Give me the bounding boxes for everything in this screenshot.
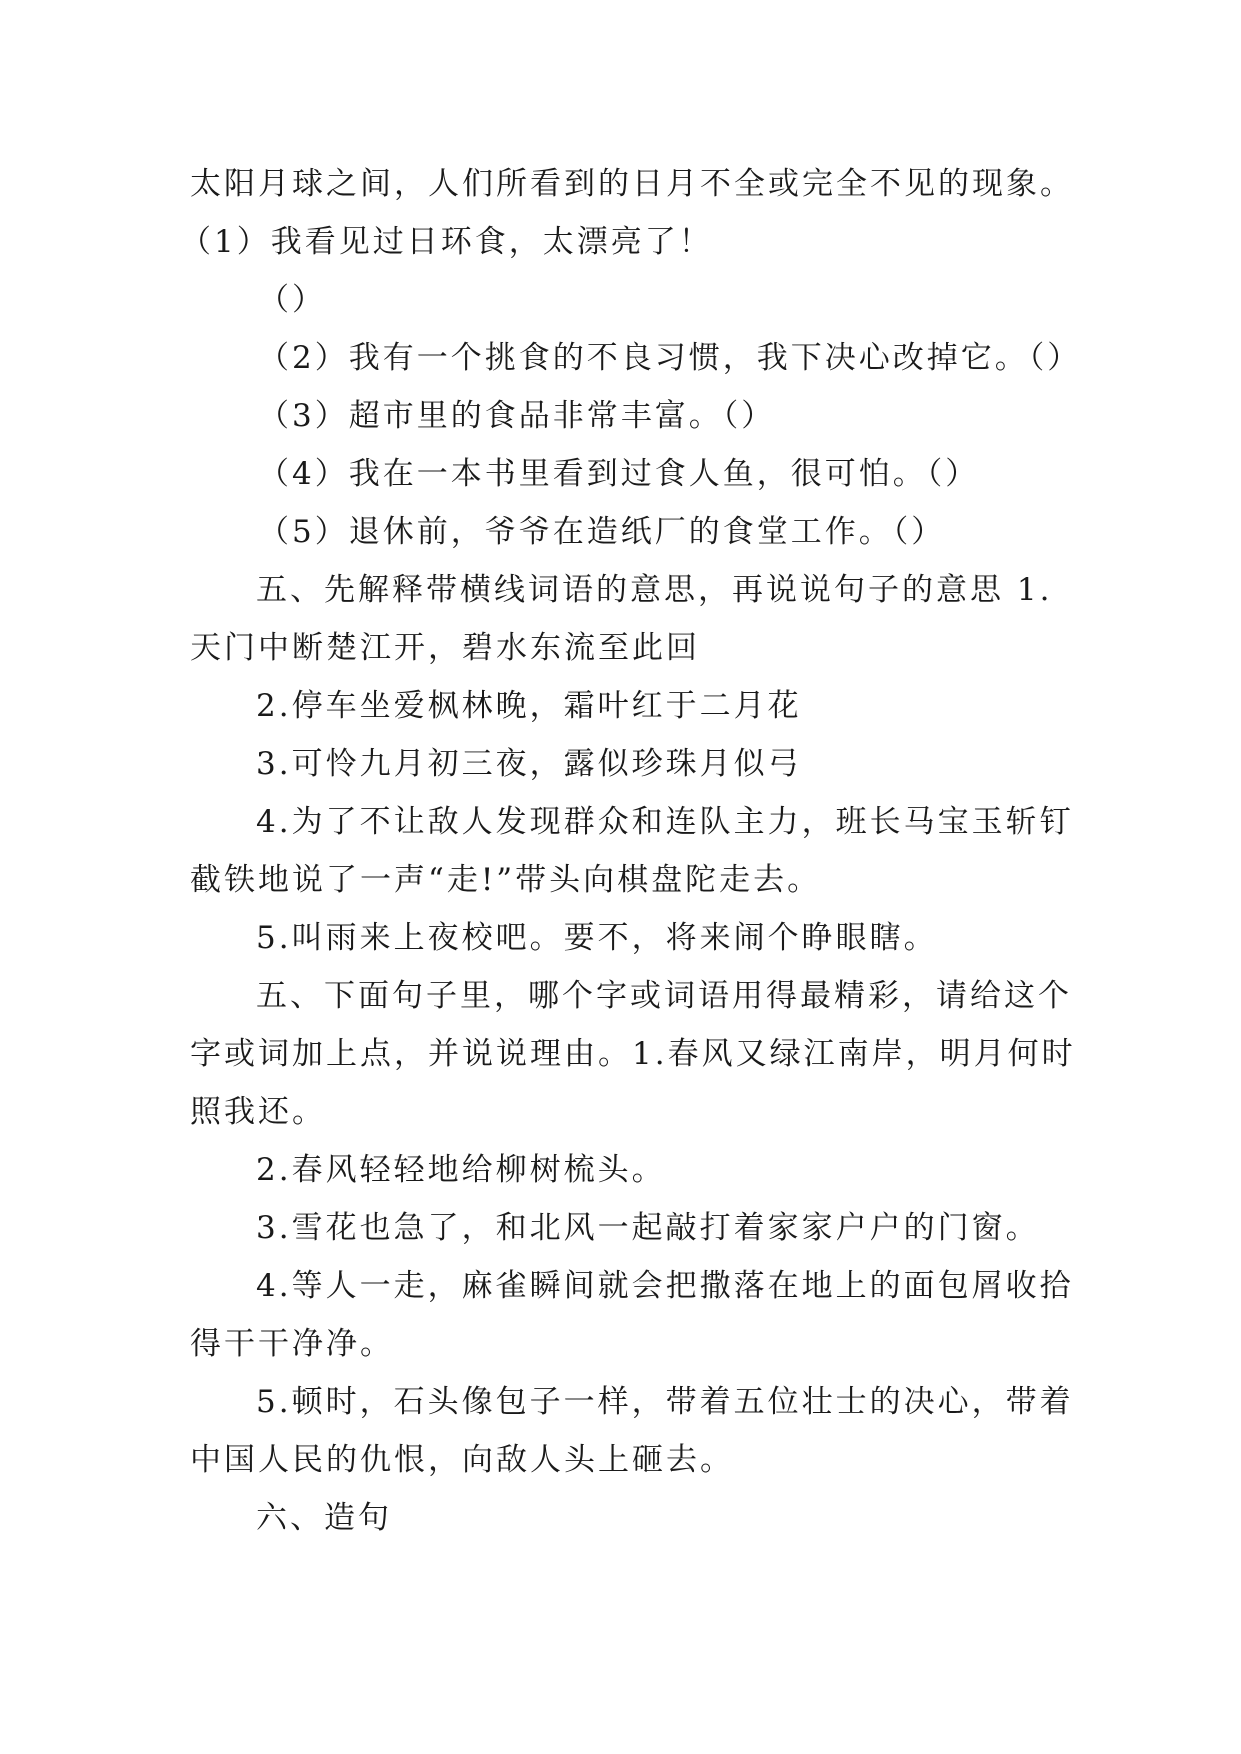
text-line: 中国人民的仇恨，向敌人头上砸去。: [190, 1442, 734, 1478]
text-line: 照我还。: [190, 1094, 326, 1130]
text-line: 4.为了不让敌人发现群众和连队主力，班长马宝玉斩钉: [256, 804, 1074, 840]
text-line: （4）我在一本书里看到过食人鱼，很可怕。（）: [258, 456, 980, 492]
text-line: 2.春风轻轻地给柳树梳头。: [256, 1152, 666, 1188]
text-line: 截铁地说了一声“走!”带头向棋盘陀走去。: [190, 862, 822, 898]
text-line: 4.等人一走，麻雀瞬间就会把撒落在地上的面包屑收拾: [256, 1268, 1074, 1304]
text-line: （2）我有一个挑食的不良习惯，我下决心改掉它。（）: [258, 340, 1082, 376]
text-line: （1）我看见过日环食，太漂亮了！: [180, 224, 713, 260]
text-line: 5.叫雨来上夜校吧。要不，将来闹个睁眼瞎。: [256, 920, 938, 956]
text-line: 5.顿时，石头像包子一样，带着五位壮士的决心，带着: [256, 1384, 1074, 1420]
section-heading: 六、造句: [256, 1500, 392, 1536]
section-heading: 五、下面句子里，哪个字或词语用得最精彩，请给这个: [256, 978, 1072, 1014]
text-line: 3.可怜九月初三夜，露似珍珠月似弓: [256, 746, 802, 782]
text-line: 太阳月球之间，人们所看到的日月不全或完全不见的现象。: [190, 166, 1074, 202]
text-line: 天门中断楚江开，碧水东流至此回: [190, 630, 700, 666]
text-line: 3.雪花也急了，和北风一起敲打着家家户户的门窗。: [256, 1210, 1040, 1246]
section-heading: 五、先解释带横线词语的意思，再说说句子的意思 1.: [256, 572, 1053, 608]
text-line: （）: [258, 282, 326, 318]
text-line: 字或词加上点，并说说理由。1.春风又绿江南岸，明月何时: [190, 1036, 1076, 1072]
text-line: （3）超市里的食品非常丰富。（）: [258, 398, 776, 434]
text-line: 得干干净净。: [190, 1326, 394, 1362]
text-line: 2.停车坐爱枫林晚，霜叶红于二月花: [256, 688, 802, 724]
text-line: （5）退休前，爷爷在造纸厂的食堂工作。（）: [258, 514, 946, 550]
